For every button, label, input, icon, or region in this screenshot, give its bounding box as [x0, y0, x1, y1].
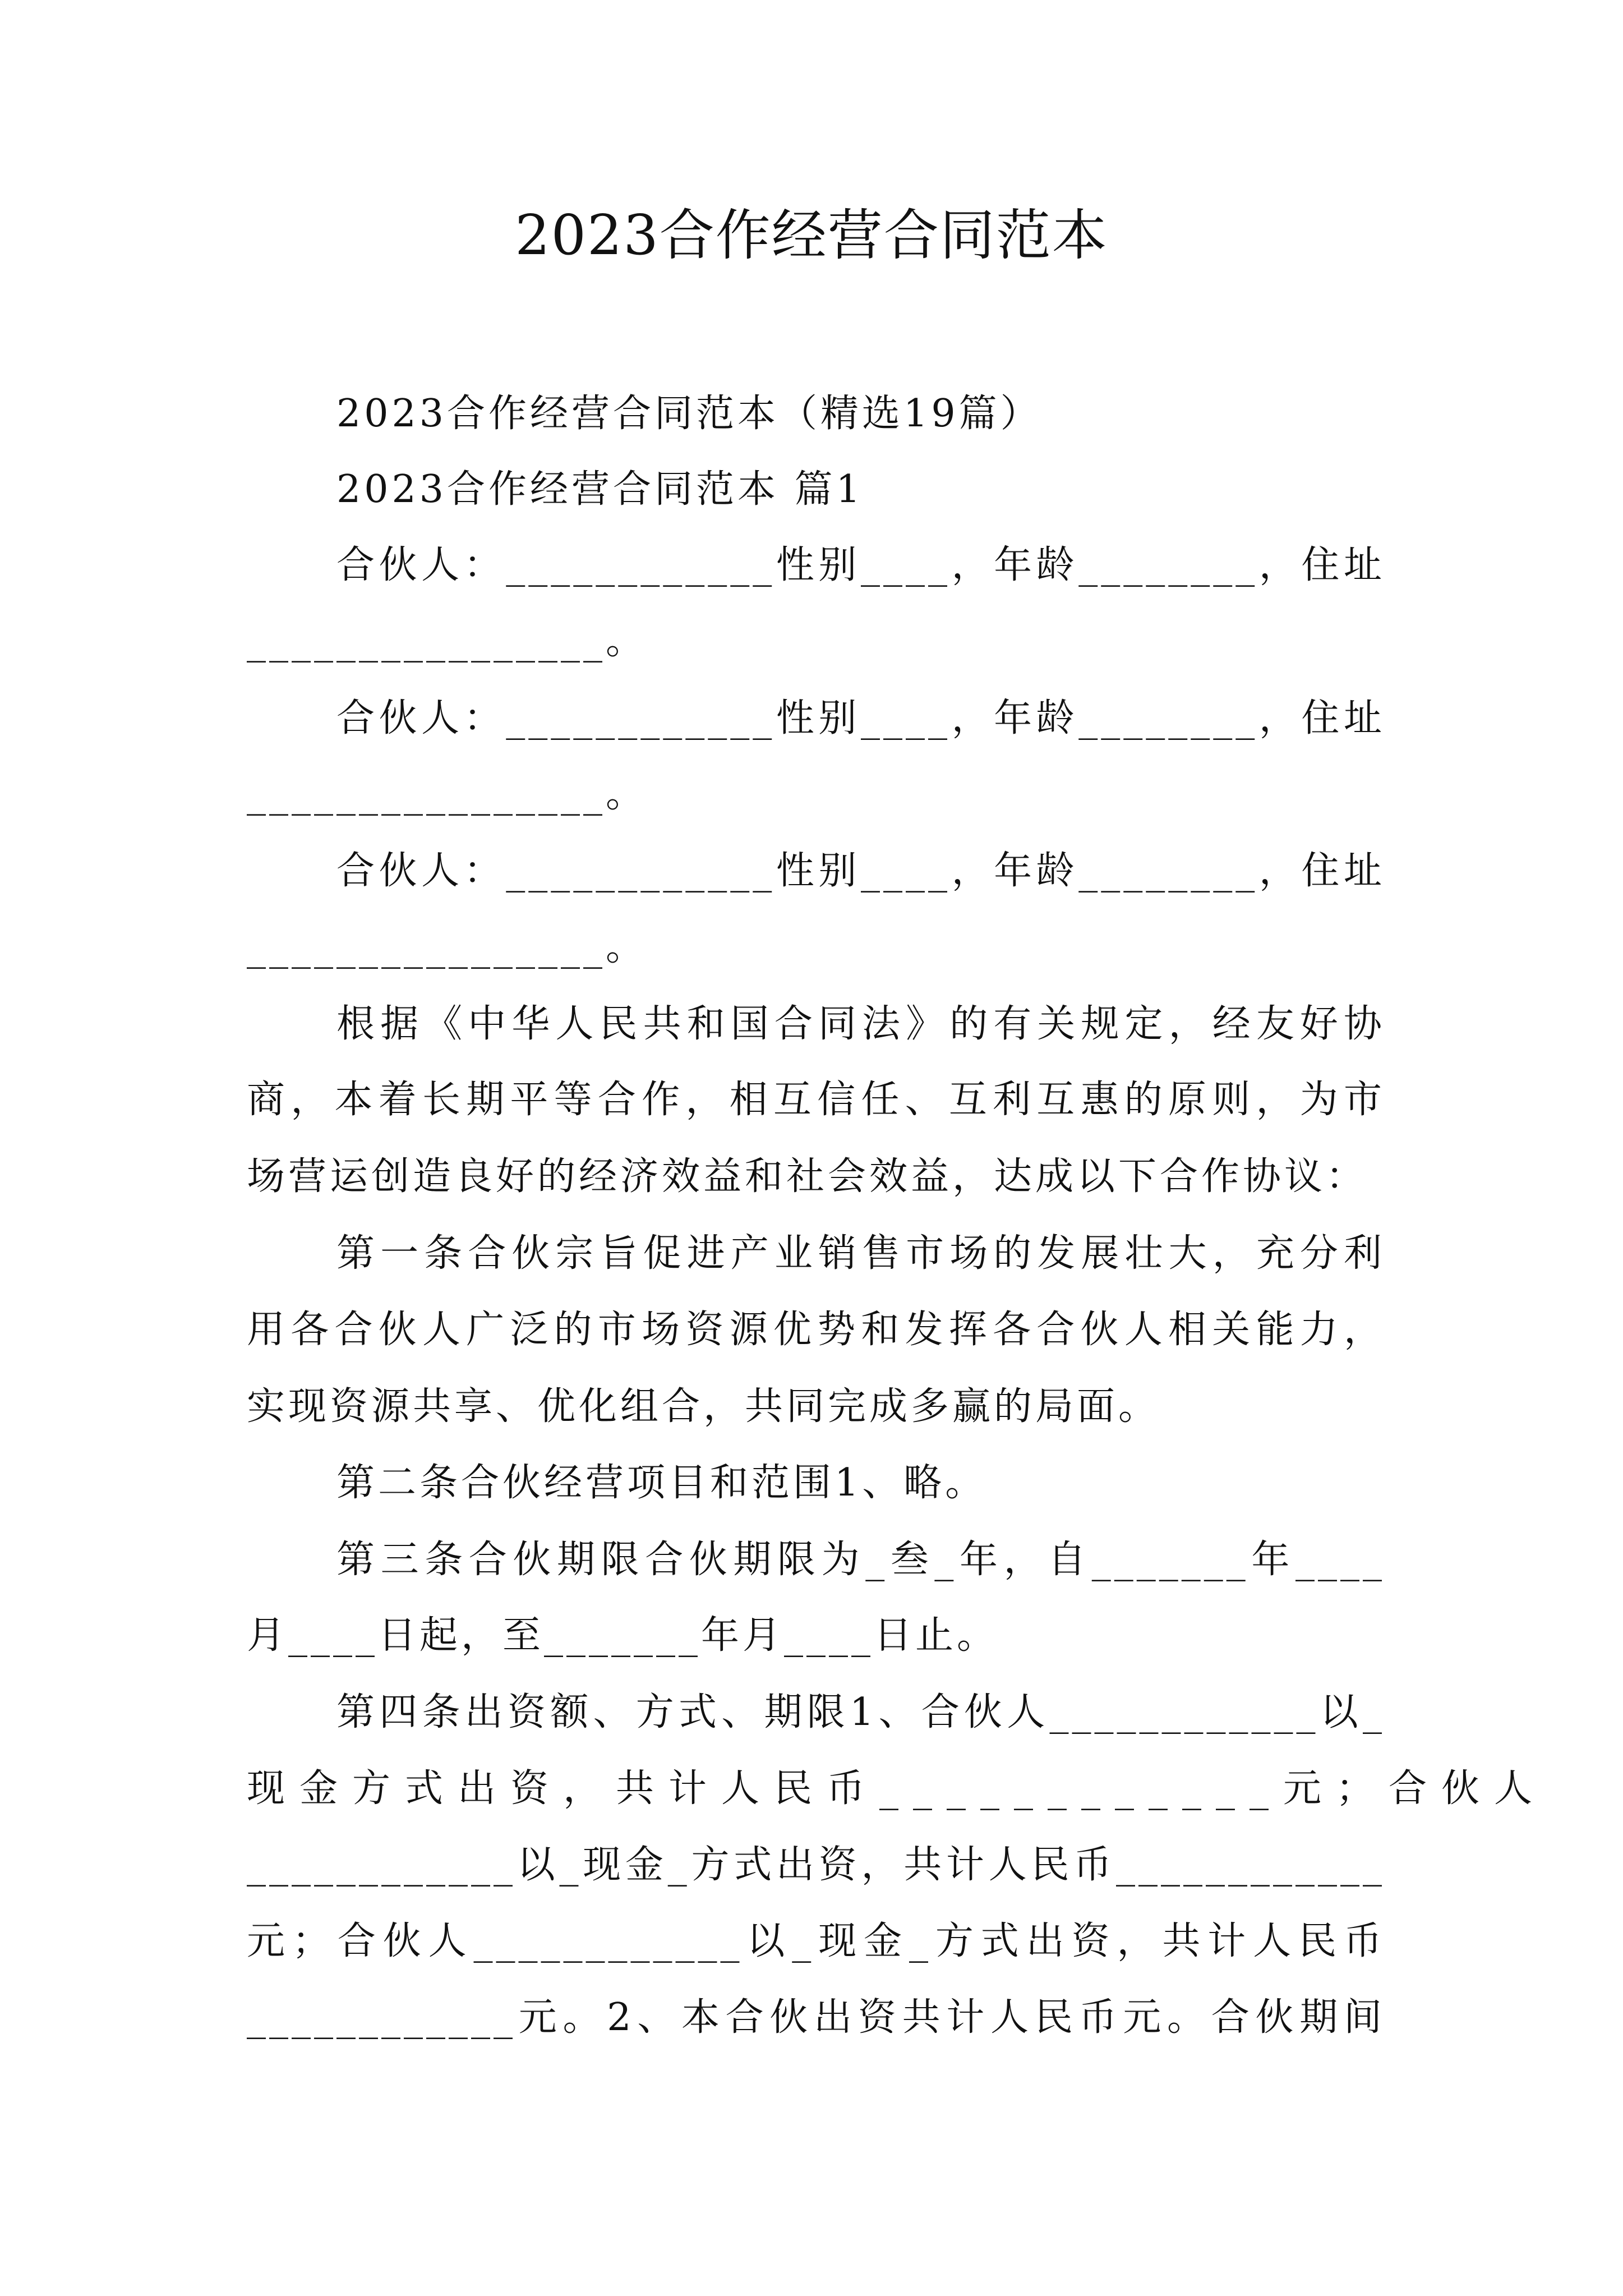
paragraph-line: 月____日起，至_______年月____日止。: [247, 1613, 999, 1658]
paragraph-line: 第四条出资额、方式、期限1、合伙人____________以_: [336, 1690, 1385, 1734]
partner-line: 合伙人：____________性别____，年龄________，住址: [336, 696, 1385, 740]
paragraph-line: 用各合伙人广泛的市场资源优势和发挥各合伙人相关能力，: [247, 1308, 1385, 1352]
partner-address-line: ________________。: [247, 925, 648, 969]
paragraph-line: ____________元。2、本合伙出资共计人民币元。合伙期间: [247, 1995, 1385, 2040]
paragraph-line: 现金方式出资，共计人民币____________元；合伙人: [247, 1766, 1547, 1811]
partner-line: 合伙人：____________性别____，年龄________，住址: [336, 543, 1385, 587]
document-title: 2023合作经营合同范本: [515, 204, 1108, 268]
paragraph-line: 商，本着长期平等合作，相互信任、互利互惠的原则，为市: [247, 1078, 1385, 1122]
paragraph-line: 第二条合伙经营项目和范围1、略。: [336, 1461, 987, 1505]
paragraph-line: 场营运创造良好的经济效益和社会效益，达成以下合作协议：: [247, 1154, 1368, 1199]
paragraph-line: 根据《中华人民共和国合同法》的有关规定，经友好协: [336, 1002, 1385, 1046]
partner-address-line: ________________。: [247, 772, 648, 816]
partner-address-line: ________________。: [247, 619, 648, 663]
paragraph-line: 第三条合伙期限合伙期限为_叁_年，自_______年____: [336, 1538, 1385, 1582]
paragraph-line: 实现资源共享、优化组合，共同完成多赢的局面。: [247, 1384, 1160, 1429]
section-heading: 2023合作经营合同范本 篇1: [336, 467, 864, 512]
document-subtitle: 2023合作经营合同范本（精选19篇）: [336, 392, 1042, 436]
paragraph-line: 第一条合伙宗旨促进产业销售市场的发展壮大，充分利: [336, 1231, 1385, 1276]
paragraph-line: 元；合伙人____________以_现金_方式出资，共计人民币: [247, 1919, 1385, 1963]
paragraph-line: ____________以_现金_方式出资，共计人民币____________: [247, 1843, 1385, 1887]
partner-line: 合伙人：____________性别____，年龄________，住址: [336, 849, 1385, 893]
